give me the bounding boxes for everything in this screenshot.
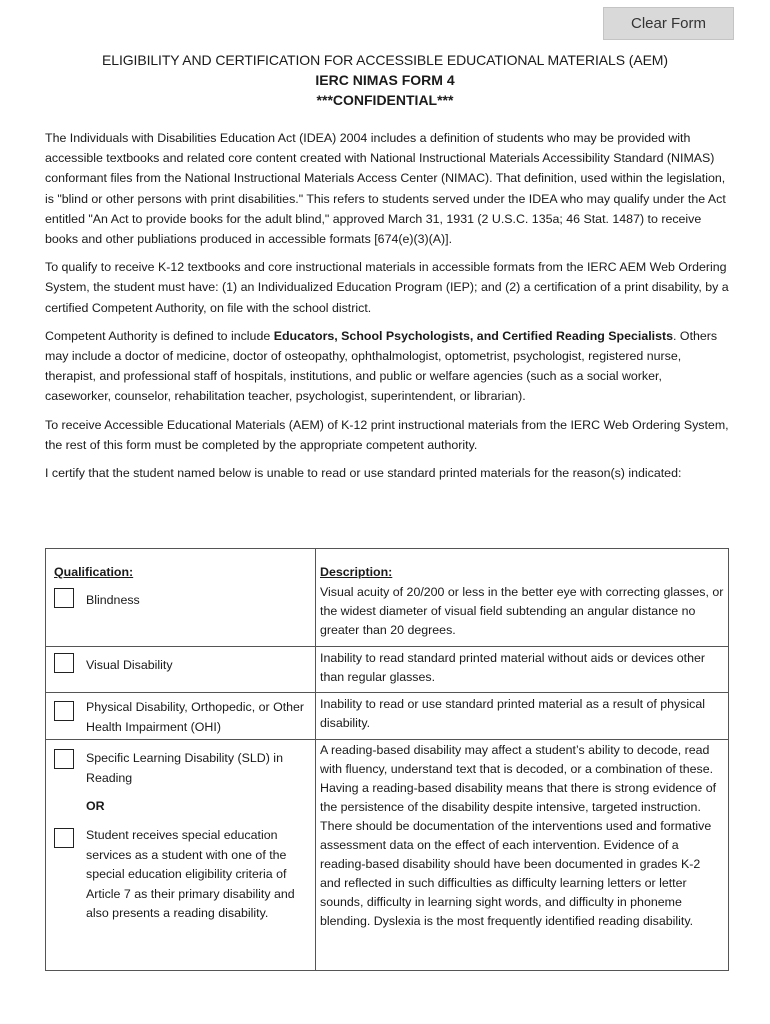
form-name: IERC NIMAS FORM 4 xyxy=(315,72,455,88)
sld-label: Specific Learning Disability (SLD) in Reading xyxy=(86,751,283,785)
paragraph-certify: I certify that the student named below is unable to read or use standard printed materials for the reason(s) indicated: xyxy=(45,466,682,481)
visual-disability-checkbox[interactable] xyxy=(54,653,74,673)
form-title: ELIGIBILITY AND CERTIFICATION FOR ACCESSIBLE EDUCATIONAL MATERIALS (AEM) xyxy=(102,52,668,68)
blindness-description: Visual acuity of 20/200 or less in the better eye with correcting glasses, or the widest diameter of visual field subtending an angular distance no greater than 20 degrees. xyxy=(320,585,724,637)
clear-form-button[interactable]: Clear Form xyxy=(603,7,734,40)
paragraph-idea-definition: The Individuals with Disabilities Education Act (IDEA) 2004 includes a definition of students who may be provided with accessible textbooks and related core content created with National Instructional Materials Accessibility Standard (NIMAS) conformant files from the National Instructional Materials Access Center (NIMAC). That definition, used within the legislation, is "blind or other persons with print disabilities." This refers to students served under the IDEA who may qualify under the Act entitled "An Act to provide books for the adult blind," approved March 31, 1931 (2 U.S.C. 135a; 46 Stat. 1487) to receive books and other publiations produced in accessible formats [674(e)(3)(A)]. xyxy=(45,131,726,247)
table-row-physical-disability xyxy=(46,692,728,740)
physical-disability-description: Inability to read or use standard printed material as a result of physical disability. xyxy=(320,697,705,730)
visual-disability-description: Inability to read standard printed material without aids or devices other than regular glasses. xyxy=(320,651,706,684)
competent-authority-others: . Others may include a doctor of medicine, doctor of osteopathy, ophthalmologist, optometrist, psychologist, registered nurse, therapist, and professional staff of hospitals, institutions, and public or welfare agencies (such as a social worker, caseworker, counselor, rehabilitation teacher, psychologist, superintendent, or librarian). xyxy=(45,328,718,404)
blindness-checkbox[interactable] xyxy=(54,588,74,608)
description-header: Description: xyxy=(320,565,393,579)
or-label: OR xyxy=(86,799,105,813)
physical-disability-label: Physical Disability, Orthopedic, or Other Health Impairment (OHI) xyxy=(86,700,305,734)
competent-authority-roles: Educators, School Psychologists, and Certified Reading Specialists xyxy=(273,328,674,343)
special-education-label: Student receives special education services as a student with one of the special education eligibility criteria of Article 7 as their primary disability and also presents a reading disability. xyxy=(86,828,295,920)
confidential-label: ***CONFIDENTIAL*** xyxy=(316,92,454,108)
paragraph-qualify: To qualify to receive K-12 textbooks and core instructional materials in accessible formats from the IERC AEM Web Ordering System, the student must have: (1) an Individualized Education Program (IEP); and (2) a certification of a print disability, by a certified Competent Authority, on file with the school district. xyxy=(45,260,729,315)
special-education-checkbox[interactable] xyxy=(54,828,74,848)
blindness-label: Blindness xyxy=(86,593,140,607)
visual-disability-label: Visual Disability xyxy=(86,658,173,672)
table-row-blindness xyxy=(46,549,728,646)
paragraph-receive-aem: To receive Accessible Educational Materials (AEM) of K-12 print instructional materials from the IERC Web Ordering System, the rest of this form must be completed by the appropriate competent authority. xyxy=(45,417,729,452)
intro-text xyxy=(45,128,730,491)
qualification-header: Qualification: xyxy=(54,565,134,579)
physical-disability-checkbox[interactable] xyxy=(54,701,74,721)
table-row-visual-disability xyxy=(46,646,728,693)
sld-checkbox[interactable] xyxy=(54,749,74,769)
competent-authority-intro: Competent Authority is defined to include xyxy=(45,328,274,343)
paragraph-competent-authority xyxy=(45,326,730,407)
table-row-sld xyxy=(46,739,728,971)
qualification-table xyxy=(45,548,729,971)
sld-description: A reading-based disability may affect a student’s ability to decode, read with fluency, understand text that is decoded, or a combination of these. Having a reading-based disability means that there is strong evidence of the persistence of the disability despite intensive, targeted instruction. There should be documentation of the interventions used and formative assessment data on the effect of each intervention. Evidence of a reading-based disability should have been documented in grades K-2 and reflected in such difficulties as difficulty learning letters or letter sounds, difficulty in learning sight words, and difficulty in phoneme blending. Dyslexia is the most frequently identified reading disability. xyxy=(320,743,717,928)
form-header xyxy=(0,50,770,110)
